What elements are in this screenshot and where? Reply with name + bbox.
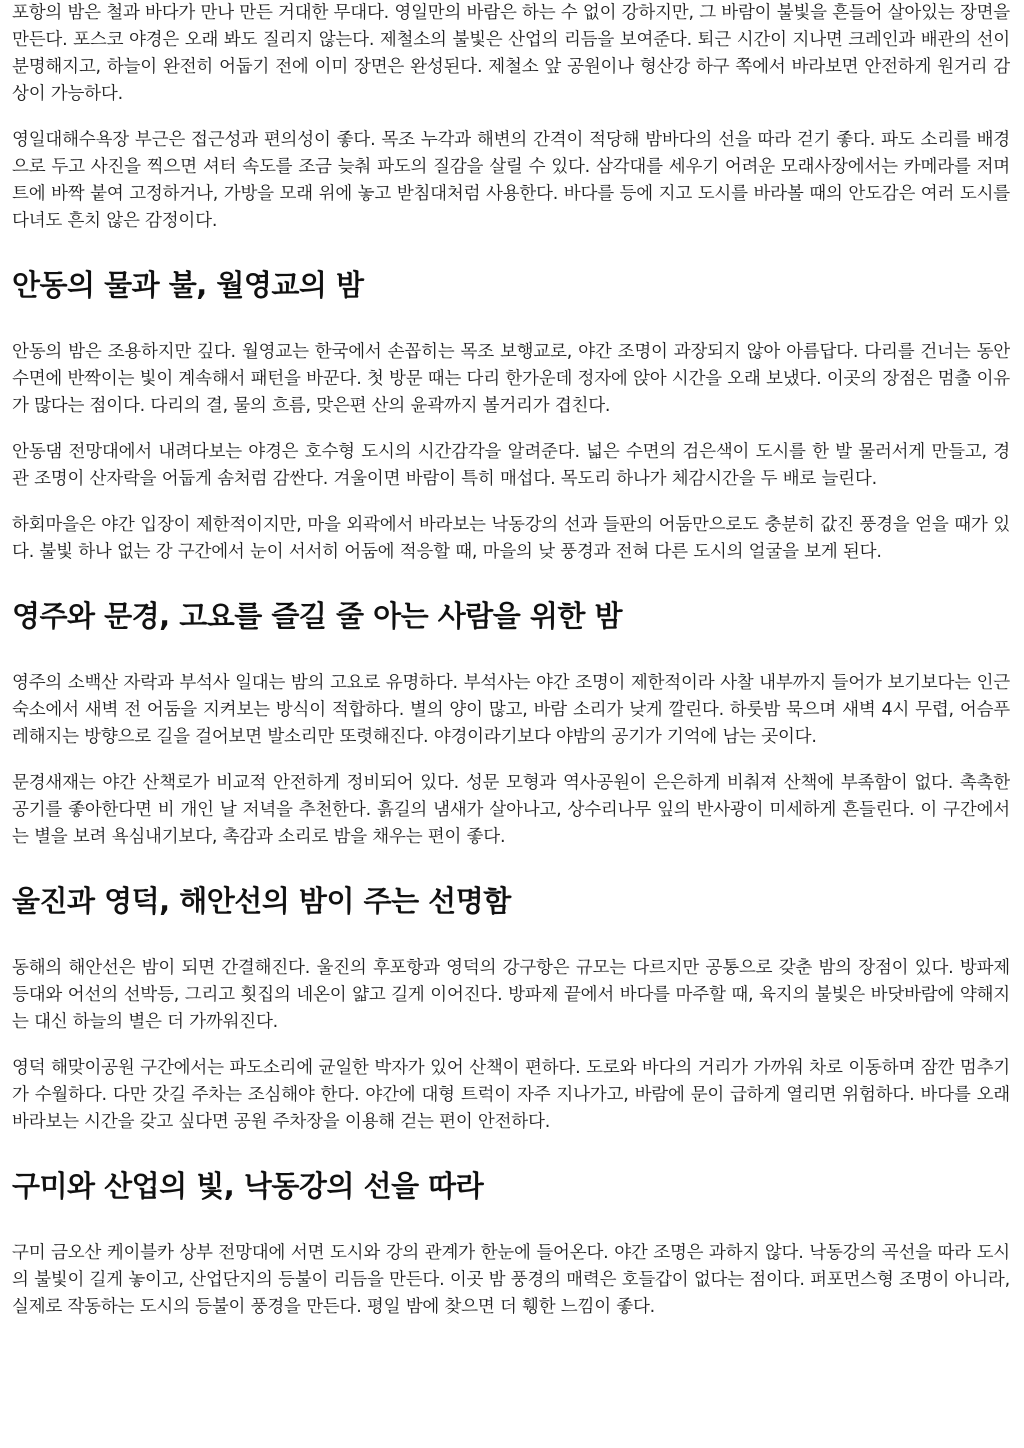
paragraph-haemaji-park: 영덕 해맞이공원 구간에서는 파도소리에 균일한 박자가 있어 산책이 편하다. 도로와 바다의 거리가 가까워 차로 이동하며 잠깐 멈추기가 수월하다. 다만 갓길 주차는 조심해야 한다. 야간에 대형 트럭이 자주 지나가고, 바람에 문이 급하게 열리면 위험하다. 바다를 오래 바라보는 시간을 갖고 싶다면 공원 주차장을 이용해 걷는 편이 안전하다. (12, 1058, 1010, 1132)
heading-andong: 안동의 물과 불, 월영교의 밤 (12, 268, 364, 302)
paragraph-yeongildae-beach: 영일대해수욕장 부근은 접근성과 편의성이 좋다. 목조 누각과 해변의 간격이 적당해 밤바다의 선을 따라 걷기 좋다. 파도 소리를 배경으로 두고 사진을 찍으면 셔터 속도를 조금 늦춰 파도의 질감을 살릴 수 있다. 삼각대를 세우기 어려운 모래사장에서는 카메라를 저며트에 바짝 붙여 고정하거나, 가방을 모래 위에 놓고 받침대처럼 사용한다. 바다를 등에 지고 도시를 바라볼 때의 안도감은 여러 도시를 다녀도 흔치 않은 감정이다. (12, 130, 1010, 231)
paragraph-hahoe-village: 하회마을은 야간 입장이 제한적이지만, 마을 외곽에서 바라보는 낙동강의 선과 들판의 어둠만으로도 충분히 값진 풍경을 얻을 때가 있다. 불빛 하나 없는 강 구간에서 눈이 서서히 어둠에 적응할 때, 마을의 낮 풍경과 전혀 다른 도시의 얼굴을 보게 된다. (12, 515, 1010, 562)
heading-yeongju-mungyeong: 영주와 문경, 고요를 즐길 줄 아는 사람을 위한 밤 (12, 599, 623, 633)
heading-uljin-yeongdeok: 울진과 영덕, 해안선의 밤이 주는 선명함 (12, 884, 511, 918)
paragraph-east-sea-coast: 동해의 해안선은 밤이 되면 간결해진다. 울진의 후포항과 영덕의 강구항은 규모는 다르지만 공통으로 갖춘 밤의 장점이 있다. 방파제 등대와 어선의 선박등, 그리고 횟집의 네온이 얇고 길게 이어진다. 방파제 끝에서 바다를 마주할 때, 육지의 불빛은 바닷바람에 약해지는 대신 하늘의 별은 더 가까워진다. (12, 958, 1010, 1032)
paragraph-pohang-steel: 포항의 밤은 철과 바다가 만나 만든 거대한 무대다. 영일만의 바람은 하는 수 없이 강하지만, 그 바람이 불빛을 흔들어 살아있는 장면을 만든다. 포스코 야경은 오래 봐도 질리지 않는다. 제철소의 불빛은 산업의 리듬을 보여준다. 퇴근 시간이 지나면 크레인과 배관의 선이 분명해지고, 하늘이 완전히 어둡기 전에 이미 장면은 완성된다. 제철소 앞 공원이나 형산강 하구 쪽에서 바라보면 안전하게 원거리 감상이 가능하다. (12, 3, 1010, 104)
heading-gumi: 구미와 산업의 빛, 낙동강의 선을 따라 (12, 1169, 484, 1203)
paragraph-mungyeong-saejae: 문경새재는 야간 산책로가 비교적 안전하게 정비되어 있다. 성문 모형과 역사공원이 은은하게 비춰져 산책에 부족함이 없다. 촉촉한 공기를 좋아한다면 비 개인 날 저녁을 추천한다. 흙길의 냄새가 살아나고, 상수리나무 잎의 반사광이 미세하게 흔들린다. 이 구간에서는 별을 보려 욕심내기보다, 촉감과 소리로 밤을 채우는 편이 좋다. (12, 773, 1010, 847)
paragraph-buseoksa: 영주의 소백산 자락과 부석사 일대는 밤의 고요로 유명하다. 부석사는 야간 조명이 제한적이라 사찰 내부까지 들어가 보기보다는 인근 숙소에서 새벽 전 어둠을 지켜보는 방식이 적합하다. 별의 양이 많고, 바람 소리가 낮게 깔린다. 하룻밤 묵으며 새벽 4시 무렵, 어슴푸레해지는 방향으로 길을 걸어보면 발소리만 또렷해진다. 야경이라기보다 야밤의 공기가 기억에 남는 곳이다. (12, 673, 1010, 747)
article-body (12, 0, 1010, 1321)
paragraph-woryeonggyo: 안동의 밤은 조용하지만 깊다. 월영교는 한국에서 손꼽히는 목조 보행교로, 야간 조명이 과장되지 않아 아름답다. 다리를 건너는 동안 수면에 반짝이는 빛이 계속해서 패턴을 바꾼다. 첫 방문 때는 다리 한가운데 정자에 앉아 시간을 오래 보냈다. 이곳의 장점은 멈출 이유가 많다는 점이다. 다리의 결, 물의 흐름, 맞은편 산의 윤곽까지 볼거리가 겹친다. (12, 342, 1010, 416)
paragraph-andong-dam: 안동댐 전망대에서 내려다보는 야경은 호수형 도시의 시간감각을 알려준다. 넓은 수면의 검은색이 도시를 한 발 물러서게 만들고, 경관 조명이 산자락을 어둡게 솜처럼 감싼다. 겨울이면 바람이 특히 매섭다. 목도리 하나가 체감시간을 두 배로 늘린다. (12, 442, 1010, 489)
paragraph-geumosan-cablecar: 구미 금오산 케이블카 상부 전망대에 서면 도시와 강의 관계가 한눈에 들어온다. 야간 조명은 과하지 않다. 낙동강의 곡선을 따라 도시의 불빛이 길게 놓이고, 산업단지의 등불이 리듬을 만든다. 이곳 밤 풍경의 매력은 호들갑이 없다는 점이다. 퍼포먼스형 조명이 아니라, 실제로 작동하는 도시의 등불이 풍경을 만든다. 평일 밤에 찾으면 더 휑한 느낌이 좋다. (12, 1243, 1010, 1317)
